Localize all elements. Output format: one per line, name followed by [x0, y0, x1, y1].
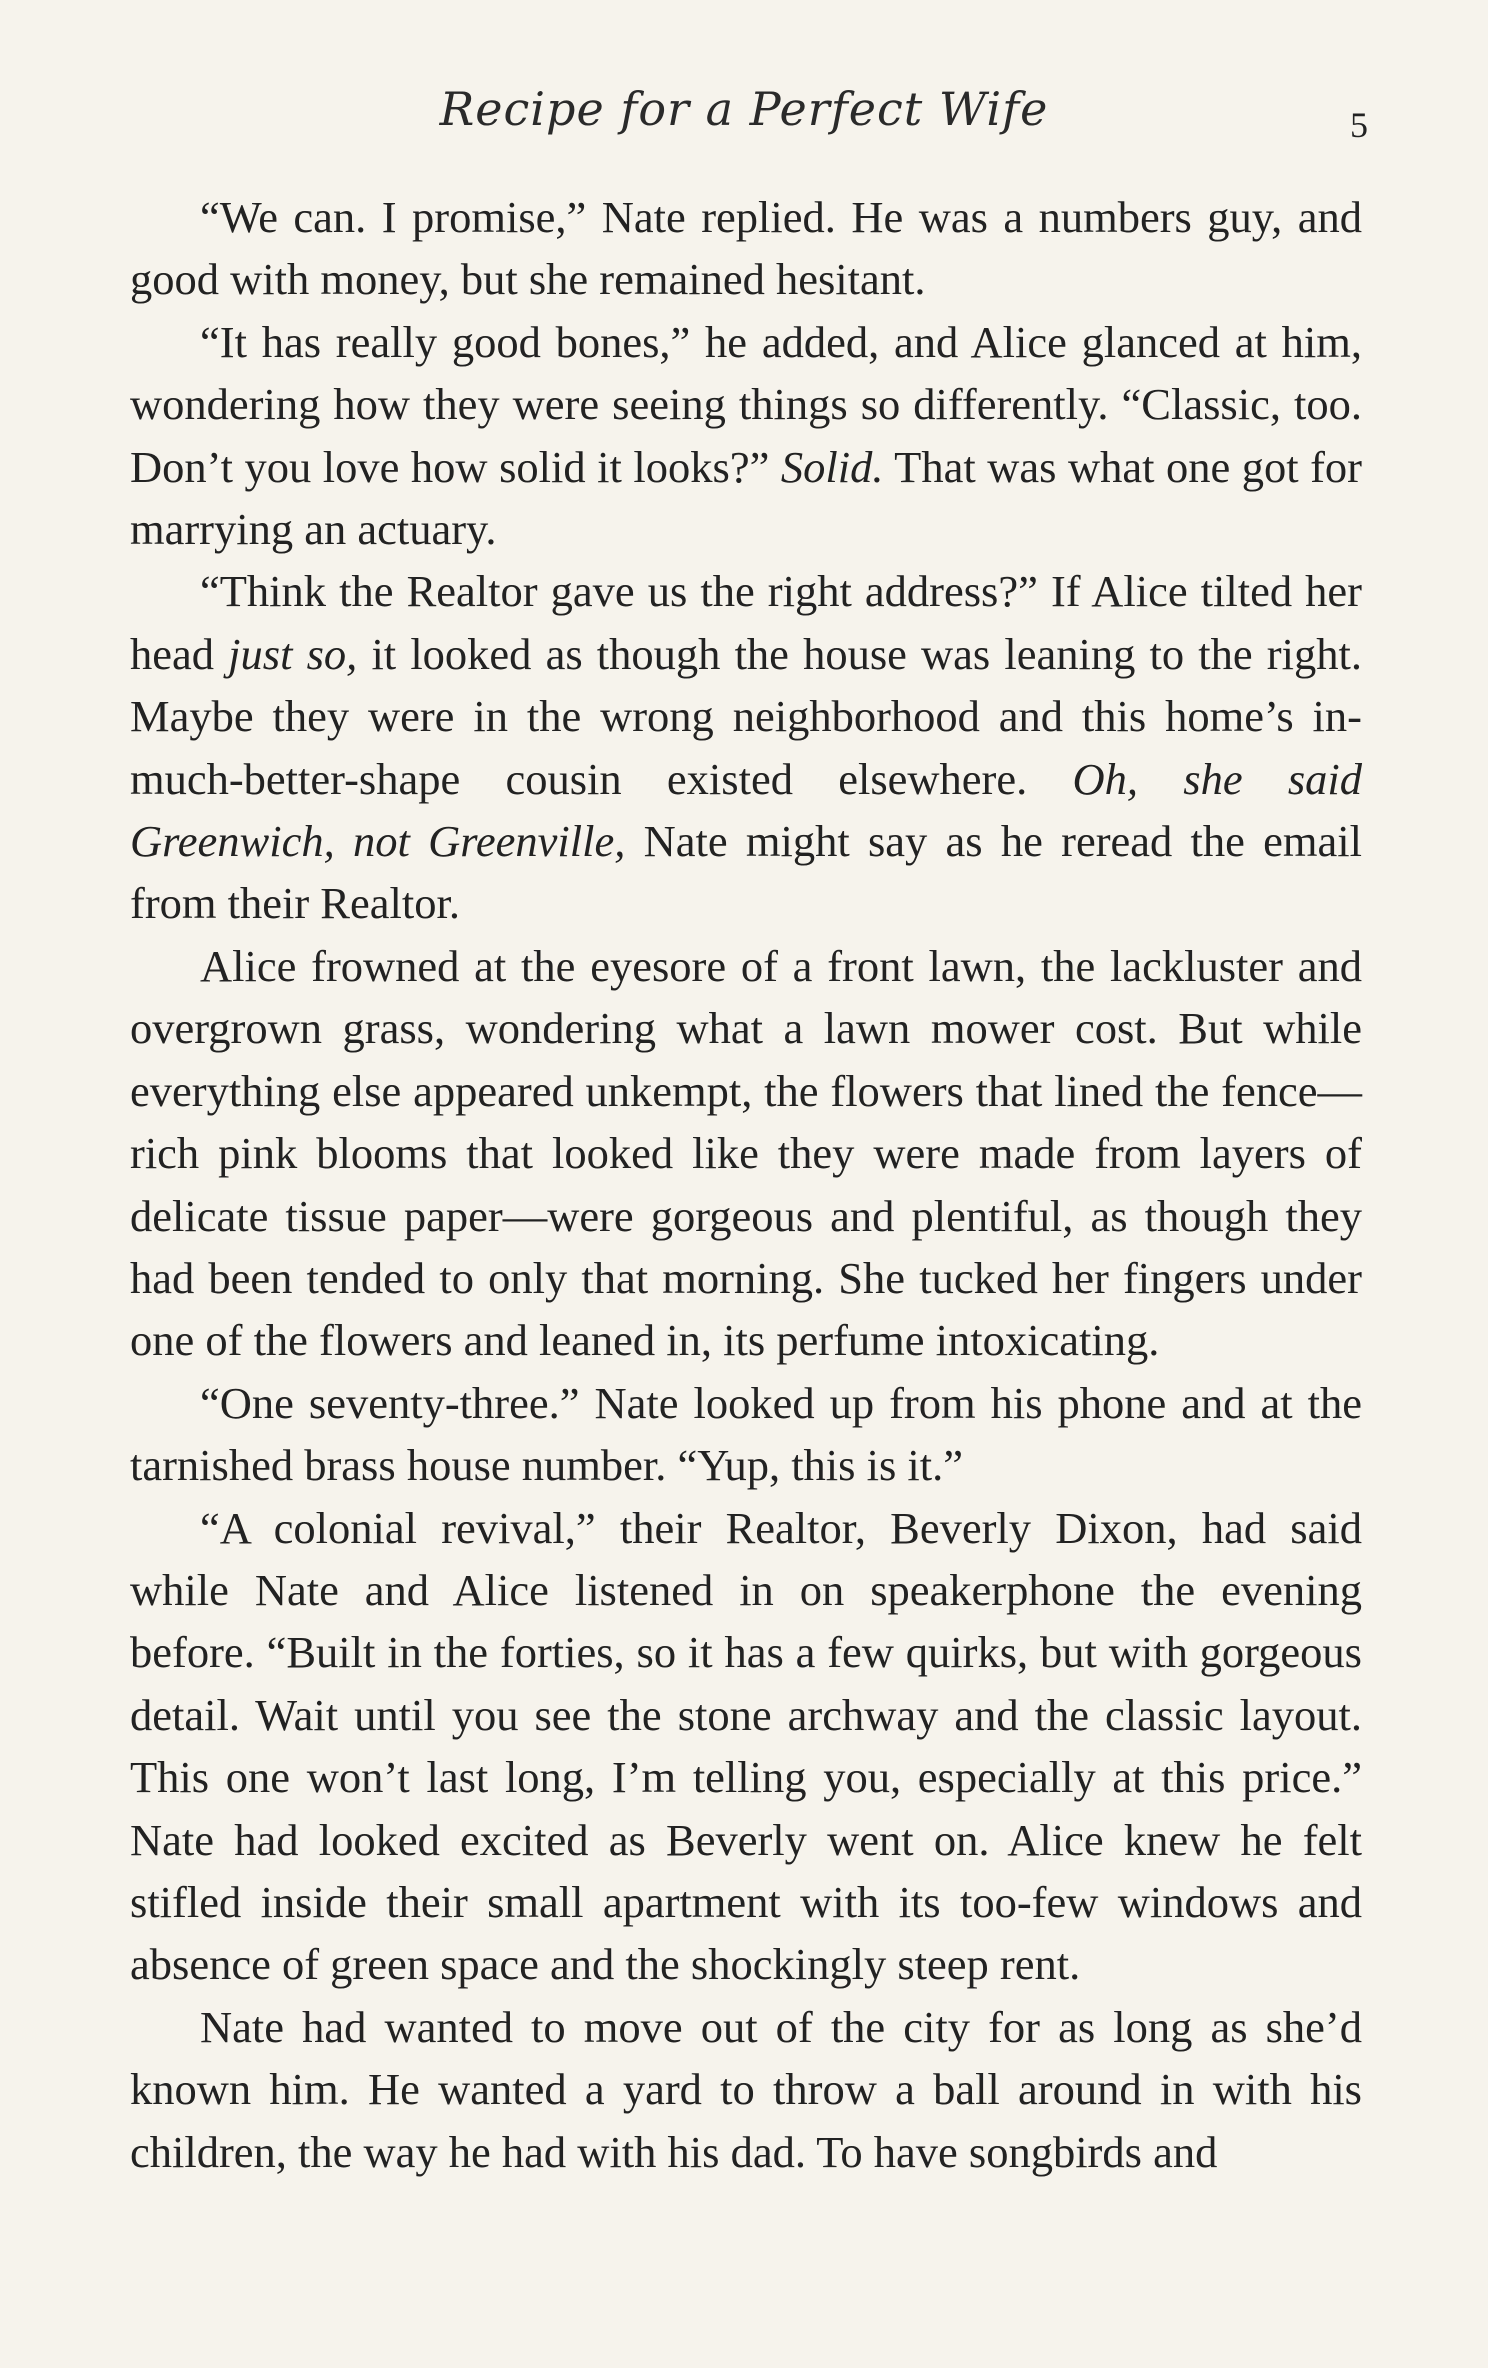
- paragraph: [130, 935, 1362, 1372]
- text-segment: That was what one got for marrying an actuary.: [130, 441, 1362, 555]
- paragraph: [130, 311, 1362, 561]
- book-title: Recipe for a Perfect Wife: [439, 82, 1049, 136]
- paragraph: [130, 1372, 1362, 1497]
- paragraph: [130, 186, 1362, 311]
- italic-text-segment: just so,: [228, 628, 358, 679]
- page-number: 5: [1350, 105, 1368, 145]
- paragraph: [130, 1996, 1362, 2183]
- text-segment: Alice frowned at the eyesore of a front lawn, the lackluster and overgrown grass, wondering what a lawn mower cost. But while everything else appeared unkempt, the flowers that lined the fence—rich pink blooms that looked like they were made from layers of delicate tissue paper—were gorgeous and plentiful, as though they had been tended to only that morning. She tucked her fingers under one of the flowers and leaned in, its perfume intoxicating.: [130, 940, 1362, 1366]
- text-segment: “It has really good bones,” he added, and Alice glanced at him, wondering how they were seeing things so differently. “Classic, too. Don’t you love how solid it looks?”: [130, 316, 1362, 492]
- text-segment: Nate might say as he reread the email from their Realtor.: [130, 816, 1362, 929]
- italic-text-segment: Solid.: [780, 441, 884, 492]
- paragraph: [130, 560, 1362, 934]
- running-head: [0, 82, 1488, 162]
- italic-text-segment: Oh, she said Greenwich, not Greenville,: [130, 753, 1362, 867]
- text-segment: Nate had wanted to move out of the city for as long as she’d known him. He wanted a yard to throw a ball around in with his children, the way he had with his dad. To have songbirds and: [130, 2001, 1362, 2177]
- text-segment: “A colonial revival,” their Realtor, Beverly Dixon, had said while Nate and Alice listened in on speakerphone the evening before. “Built in the forties, so it has a few quirks, but with gorgeous detail. Wait until you see the stone archway and the classic layout. This one won’t last long, I’m telling you, especially at this price.” Nate had looked excited as Beverly went on. Alice knew he felt stifled inside their small apartment with its too-few windows and absence of green space and the shockingly steep rent.: [130, 1502, 1362, 1990]
- text-segment: “One seventy-three.” Nate looked up from his phone and at the tarnished brass house number. “Yup, this is it.”: [130, 1377, 1362, 1491]
- paragraph: [130, 1497, 1362, 1996]
- body-text: [130, 186, 1362, 2183]
- text-segment: it looked as though the house was leaning to the right. Maybe they were in the wrong neighborhood and this home’s in-much-better-shape cousin existed elsewhere.: [130, 628, 1362, 804]
- text-segment: “Think the Realtor gave us the right address?” If Alice tilted her head: [130, 566, 1362, 679]
- text-segment: “We can. I promise,” Nate replied. He was a numbers guy, and good with money, but she remained hesitant.: [130, 192, 1362, 305]
